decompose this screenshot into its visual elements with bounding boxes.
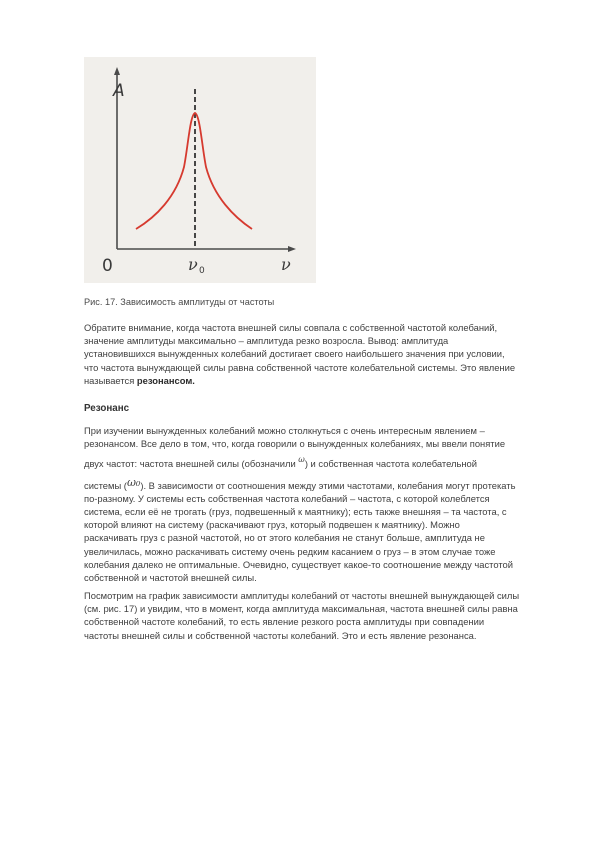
text-line (84, 374, 524, 387)
text-fragment: называется (84, 374, 137, 386)
y-axis-label: A (113, 81, 125, 101)
paragraph-resonance-intro (84, 424, 524, 584)
text-line: Посмотрим на график зависимости амплитуды колебаний от частоты внешней вынуждающей силы (84, 590, 520, 601)
text-line: (см. рис. 17) и увидим, что в момент, когда амплитуда максимальная, частота внешней силы равна (84, 603, 518, 615)
omega-symbol: ω (298, 455, 305, 465)
x-axis-label: ν (281, 255, 291, 274)
text-fragment: двух частот: частота внешней силы (обозначили (84, 458, 299, 470)
text-fragment: ). В зависимости от соотношения между этими частотами, колебания могут протекать (140, 479, 516, 491)
text-line: колебания далеко не оптимальные. Очевидно, существует какое-то соотношение между частотой (84, 558, 513, 570)
text-line: увеличилась, можно раскачивать систему очень редким касанием о груз – в этом случае тоже (84, 545, 496, 557)
text-line (84, 475, 524, 492)
text-line: Обратите внимание, когда частота внешней силы совпала с собственной частотой колебаний, (84, 322, 498, 333)
text-line: система, если её не трогать (груз, подвешенный к маятнику); есть также внешняя – та частота, с (84, 506, 507, 518)
peak-frequency-label: ν (188, 255, 198, 274)
text-line: собственной частоте колебаний, то есть явление резкого роста амплитуды при совпадении (84, 616, 485, 628)
omega-zero-symbol: ω₀ (126, 475, 141, 489)
peak-frequency-subscript: 0 (199, 266, 205, 276)
section-heading: Резонанс (84, 403, 130, 414)
text-line: что частота вынуждающей силы равна собственной частоте колебательной системы. Это явление (84, 361, 516, 373)
text-line: резонансом. Все дело в том, что, когда говорили о вынужденных колебаниях, мы ввели понятие (84, 438, 506, 450)
paragraph-conclusion (84, 321, 524, 387)
text-fragment: ) и собственная частота колебательной (304, 458, 478, 470)
text-line: раскачивать груз с разной частотой, но от этого колебания не станут больше, амплитуда не (84, 532, 485, 544)
y-axis-arrow (114, 67, 120, 75)
text-line: При изучении вынужденных колебаний можно столкнуться с очень интересным явлением – (84, 425, 485, 436)
resonance-term: резонансом. (136, 374, 195, 386)
text-line: установившихся вынужденных колебаний достигает своего наибольшего значения при условии, (84, 348, 505, 360)
text-line (84, 457, 524, 471)
origin-label: 0 (102, 256, 113, 276)
figure-caption: Рис. 17. Зависимость амплитуды от частоты (84, 297, 275, 307)
resonance-curve (136, 113, 252, 229)
text-line: частоты внешней силы и собственной частоты колебаний. Это и есть явление резонанса. (84, 629, 477, 641)
text-line: по-разному. У системы есть собственная частота колебаний – частота, с которой колеблется (84, 492, 490, 504)
paragraph-graph-analysis (84, 589, 524, 642)
resonance-figure (84, 57, 316, 283)
text-line: которой влияют на систему (раскачивают груз, который подвешен к маятнику). Можно (84, 519, 460, 531)
text-line: собственной и частотой внешней силы. (84, 572, 257, 584)
x-axis-arrow (288, 246, 296, 252)
text-fragment: системы ( (84, 479, 127, 491)
resonance-graph (84, 57, 316, 283)
text-line: значение амплитуды максимально – амплитуда резко возросла. Вывод: амплитуда (84, 335, 449, 347)
